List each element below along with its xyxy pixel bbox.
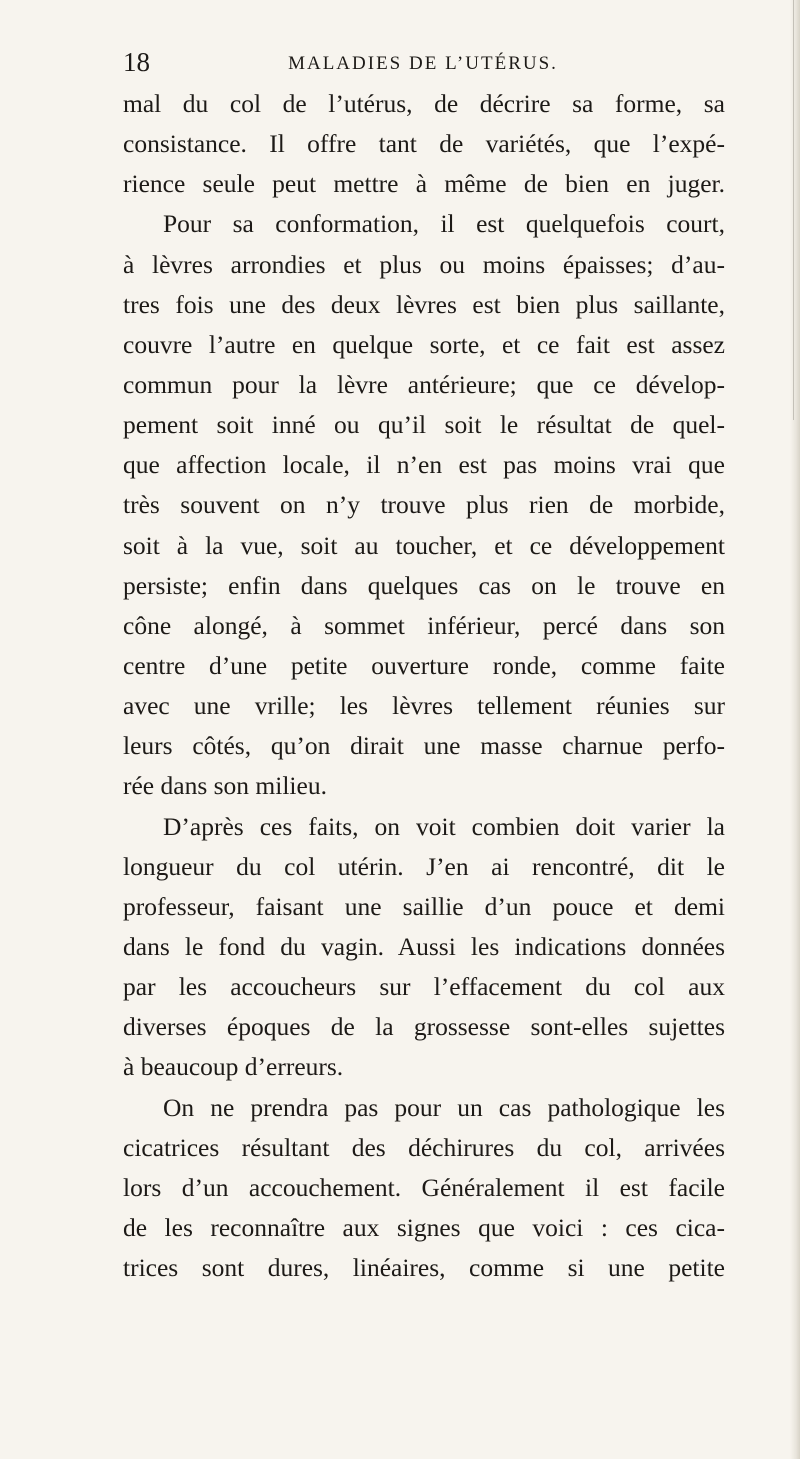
- page-edge: [790, 0, 800, 1459]
- text-line: couvre l’autre en quelque sorte, et ce fait est assez: [123, 329, 725, 359]
- text-line: tres fois une des deux lèvres est bien plus saillante,: [123, 289, 725, 319]
- text-line: mal du col de l’utérus, de décrire sa forme, sa: [123, 89, 725, 118]
- text-line: avec une vrille; les lèvres tellement réunies sur: [123, 691, 725, 721]
- text-line: dans le fond du vagin. Aussi les indications données: [123, 931, 725, 961]
- page-edge-shadow: [793, 0, 794, 420]
- text-line: de les reconnaître aux signes que voici : ces cica-: [123, 1212, 725, 1242]
- text-line: D’après ces faits, on voit combien doit varier la: [163, 811, 725, 841]
- text-line: professeur, faisant une saillie d’un pouce et demi: [123, 891, 725, 921]
- text-line: Pour sa conformation, il est quelquefois court,: [163, 209, 725, 239]
- text-line: à lèvres arrondies et plus ou moins épaisses; d’au-: [123, 249, 725, 279]
- text-line: rience seule peut mettre à même de bien en juger.: [123, 169, 725, 199]
- body-text: [123, 84, 725, 1288]
- page-header: [123, 46, 723, 86]
- text-line: trices sont dures, linéaires, comme si une petite: [123, 1253, 725, 1283]
- running-title: MALADIES DE L’UTÉRUS.: [288, 53, 558, 74]
- text-line: rée dans son milieu.: [123, 771, 327, 801]
- text-line: pement soit inné ou qu’il soit le résultat de quel-: [123, 410, 725, 440]
- text-line: longueur du col utérin. J’en ai rencontré, dit le: [123, 851, 725, 881]
- text-line: soit à la vue, soit au toucher, et ce développement: [123, 530, 725, 560]
- text-line: leurs côtés, qu’on dirait une masse charnue perfo-: [123, 731, 725, 761]
- text-line: On ne prendra pas pour un cas pathologique les: [163, 1092, 725, 1122]
- text-line: très souvent on n’y trouve plus rien de morbide,: [123, 490, 725, 520]
- text-line: persiste; enfin dans quelques cas on le trouve en: [123, 570, 725, 600]
- text-line: lors d’un accouchement. Généralement il est facile: [123, 1172, 725, 1202]
- text-line: à beaucoup d’erreurs.: [123, 1052, 344, 1082]
- text-line: commun pour la lèvre antérieure; que ce dévelop-: [123, 369, 725, 399]
- text-line: cicatrices résultant des déchirures du col, arrivées: [123, 1132, 725, 1162]
- text-line: diverses époques de la grossesse sont-elles sujettes: [123, 1012, 725, 1042]
- page-number: 18: [123, 47, 150, 77]
- text-line: cône alongé, à sommet inférieur, percé dans son: [123, 610, 725, 640]
- text-line: centre d’une petite ouverture ronde, comme faite: [123, 650, 725, 680]
- text-line: consistance. Il offre tant de variétés, que l’expé-: [123, 129, 725, 159]
- text-line: par les accoucheurs sur l’effacement du col aux: [123, 972, 725, 1002]
- text-line: que affection locale, il n’en est pas moins vrai que: [123, 450, 725, 480]
